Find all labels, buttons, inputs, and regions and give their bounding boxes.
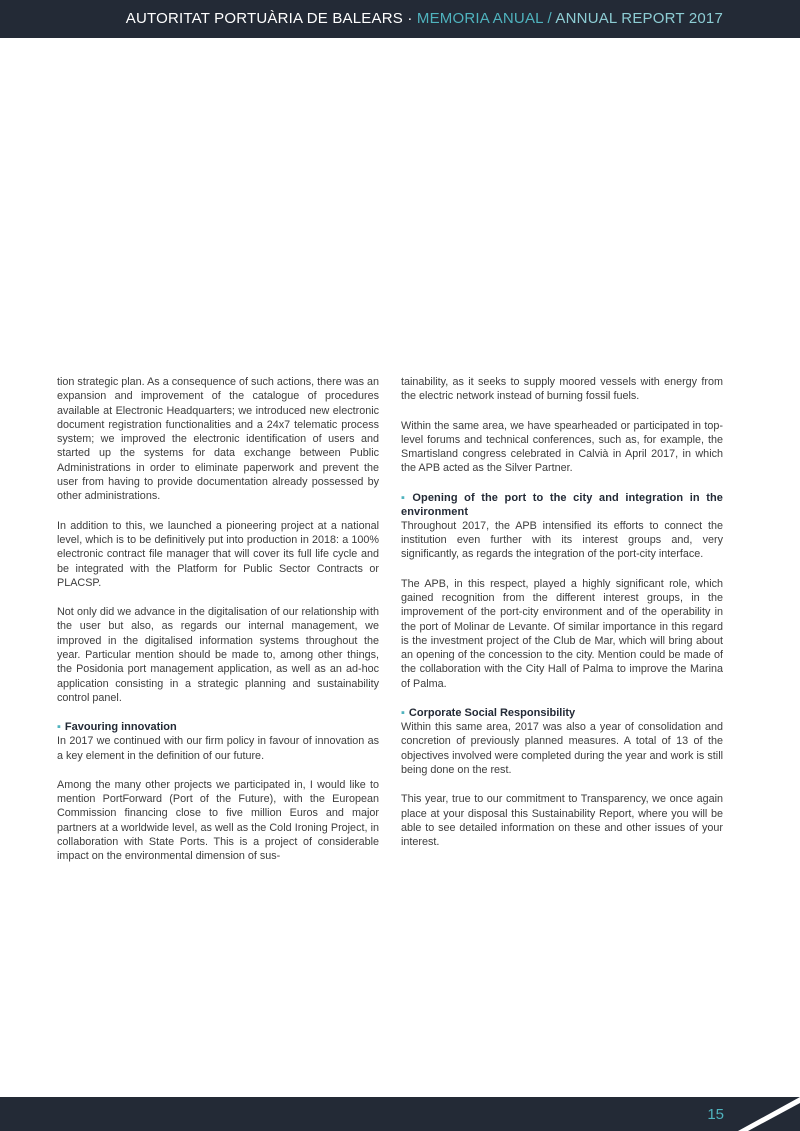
bullet-icon: ▪ xyxy=(401,707,405,720)
page-header xyxy=(0,0,800,38)
paragraph: This year, true to our commitment to Transparency, we once again place at your disposal this Sustainability Report, where you will be able to see detailed information on these and other issues of your interest. xyxy=(401,793,723,849)
section-heading-label: Opening of the port to the city and integration in the environment xyxy=(401,491,724,518)
bullet-icon: ▪ xyxy=(401,491,409,504)
paragraph: tion strategic plan. As a consequence of such actions, there was an expansion and improvement of the catalogue of procedures available at Electronic Headquarters; we introduced new electronic document registration functionalities and a 24x7 telematic process system; we improved the electronic identification of users and started up the systems for data exchange between Public Administrations in order to eliminate paperwork and prevent the user from having to provide documentation already possessed by other administrations. xyxy=(57,376,379,503)
paragraph: Among the many other projects we participated in, I would like to mention PortForward (Port of the Future), with the European Commission financing close to five million Euros and major partners at a worldwide level, as well as the Cold Ironing Project, in collaboration with State Ports. This is a project of considerable impact on the environmental dimension of sus- xyxy=(57,778,379,863)
section-heading-label: Corporate Social Responsibility xyxy=(408,707,576,720)
section-heading-innovation xyxy=(57,720,379,734)
page-number: 15 xyxy=(707,1106,724,1123)
section-heading-label: Favouring innovation xyxy=(64,721,177,734)
header-annual-report: ANNUAL REPORT xyxy=(555,10,685,27)
header-slash: / xyxy=(543,10,556,27)
bullet-icon: ▪ xyxy=(57,721,61,734)
paragraph: Within this same area, 2017 was also a year of consolidation and concretion of previously planned measures. A total of 13 of the objectives involved were completed during the year and work is still being done on the rest. xyxy=(401,721,723,776)
left-column xyxy=(57,375,379,879)
paragraph: Within the same area, we have spearheaded or participated in top-level forums and technical conferences, such as, for example, the Smartisland congress celebrated in Calvià in April 2017, in which the APB acted as the Silver Partner. xyxy=(401,419,723,475)
paragraph: tainability, as it seeks to supply moored vessels with energy from the electric network instead of burning fossil fuels. xyxy=(401,376,723,403)
header-year: 2017 xyxy=(684,10,723,27)
section-heading-csr xyxy=(401,706,723,720)
paragraph: Throughout 2017, the APB intensified its efforts to connect the institution even further with its interest groups and, very significantly, as regards the integration of the port-city interface. xyxy=(401,519,723,561)
header-title xyxy=(126,10,723,27)
header-org: AUTORITAT PORTUÀRIA DE BALEARS xyxy=(125,10,403,27)
corner-fill-decoration xyxy=(748,1103,800,1131)
header-separator: · xyxy=(402,10,417,27)
paragraph: In addition to this, we launched a pioneering project at a national level, which is to be definitively put into production in 2018: a 100% electronic contract file manager that will cover its full life cycle and be integrated with the Platform for Public Sector Contracts or PLACSP. xyxy=(57,519,379,589)
right-column xyxy=(401,375,723,864)
page-footer xyxy=(0,1097,800,1131)
paragraph: The APB, in this respect, played a highly significant role, which gained recognition from the different interest groups, in the improvement of the port-city environment and of the operability in the port of Molinar de Levante. Of similar importance in this regard is the investment project of the Club de Mar, which will bring about an opening of the concession to the city. Mention could be made of the collaboration with the City Hall of Palma to improve the Marina of Palma. xyxy=(401,577,723,690)
paragraph: Not only did we advance in the digitalisation of our relationship with the user but also, as regards our internal management, we improved in the digitalised information systems throughout the year. Particular mention should be made to, among other things, the Posidonia port management application, as well as an ad-hoc application consisting in a strategic planning and sustainability control panel. xyxy=(57,606,379,704)
header-memoria: MEMORIA ANUAL xyxy=(416,10,544,27)
paragraph: In 2017 we continued with our firm policy in favour of innovation as a key element in the definition of our future. xyxy=(57,735,379,762)
section-heading-port-city xyxy=(401,491,723,519)
